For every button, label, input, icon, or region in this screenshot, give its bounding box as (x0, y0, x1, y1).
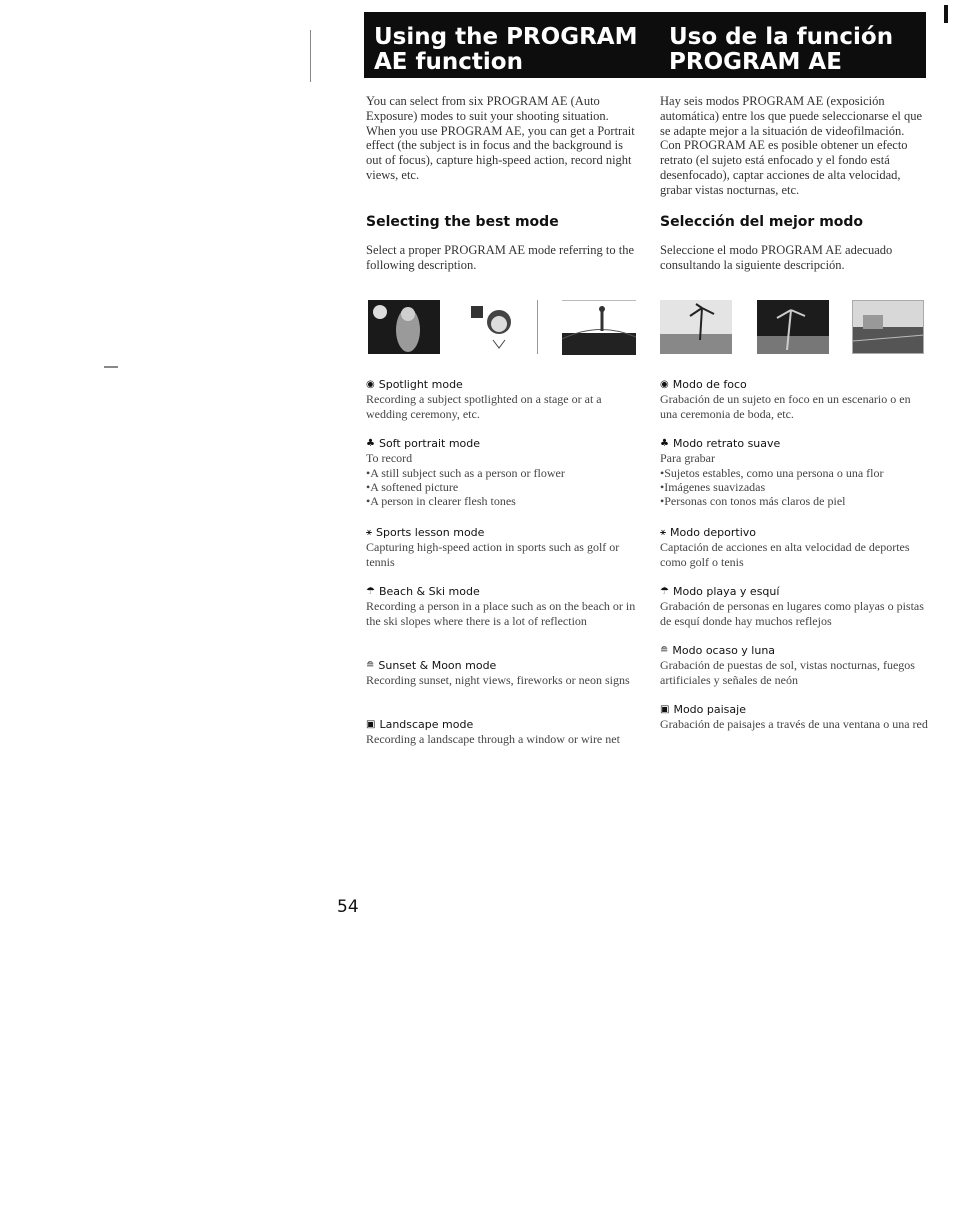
mode-title: Landscape mode (379, 718, 474, 731)
list-item: • A softened picture (366, 480, 641, 494)
mode-item-soft-portrait (660, 437, 928, 526)
intro-spanish: Hay seis modos PROGRAM AE (exposición automática) entre los que puede seleccionarse el que se adapte mejor a la situación de videofilmación. Con PROGRAM AE es posible obtener un efecto retrato (el sujeto está enfocado y el fondo está desenfocado), captar acciones de alta velocidad, grabar vistas nocturnas, etc. (660, 94, 923, 197)
mode-description: Capturing high-speed action in sports such as golf or tennis (366, 540, 620, 569)
mode-description: Recording a subject spotlighted on a stage or at a wedding ceremony, etc. (366, 392, 602, 421)
sports-icon: ⚹ (660, 527, 666, 538)
mode-description: Grabación de puestas de sol, vistas nocturnas, fuegos artificiales y señales de neón (660, 658, 915, 687)
mode-bullets (366, 466, 641, 509)
mode-item-sunset-moon (660, 644, 928, 703)
mode-title: Modo deportivo (670, 526, 757, 539)
mode-title: Modo ocaso y luna (672, 644, 776, 657)
beach-ski-photo (660, 300, 732, 354)
mode-item-beach-ski (366, 585, 641, 659)
mode-item-landscape (660, 703, 928, 732)
mode-title: Modo playa y esquí (672, 585, 780, 598)
landscape-icon: ▣ (660, 704, 670, 715)
mode-item-beach-ski (660, 585, 928, 644)
mode-item-sports (366, 526, 641, 585)
mode-item-spotlight (366, 378, 641, 437)
mode-title: Modo paisaje (673, 703, 746, 716)
section-desc-english: Select a proper PROGRAM AE mode referring to the following description. (366, 243, 634, 272)
mode-description: Para grabar (660, 451, 715, 465)
intro-english: You can select from six PROGRAM AE (Auto Exposure) modes to suit your shooting situation. When you use PROGRAM AE, you can get a Portrait effect (the subject is in focus and the background is out of focus), capture high-speed action, record night views, etc. (366, 94, 635, 182)
soft-portrait-icon: ♣ (366, 438, 375, 449)
modes-spanish (660, 378, 928, 732)
mode-description: Recording a landscape through a window or wire net (366, 732, 620, 746)
soft-portrait-photo-art (465, 300, 537, 354)
sports-photo (562, 300, 636, 355)
mode-title: Soft portrait mode (378, 437, 481, 450)
mode-description: Grabación de personas en lugares como playas o pistas de esquí donde hay muchos reflejos (660, 599, 924, 628)
mode-title: Modo retrato suave (672, 437, 781, 450)
beach-ski-icon: ☂ (660, 586, 669, 597)
mode-description: Grabación de un sujeto en foco en un escenario o en una ceremonia de boda, etc. (660, 392, 911, 421)
mode-description: Recording a person in a place such as on the beach or in the ski slopes where there is a lot of reflection (366, 599, 636, 628)
list-item: • Personas con tonos más claros de piel (660, 494, 928, 508)
beach-ski-icon: ☂ (366, 586, 375, 597)
intro-spanish-block (660, 94, 928, 198)
mode-item-landscape (366, 718, 641, 747)
mode-description: Grabación de paisajes a través de una ventana o una red (660, 717, 928, 731)
mode-title: Beach & Ski mode (378, 585, 480, 598)
spotlight-photo-art (368, 300, 440, 354)
list-item: • Imágenes suavizadas (660, 480, 928, 494)
title-banner (364, 12, 926, 78)
mode-title: Modo de foco (672, 378, 747, 391)
sunset-moon-photo (757, 300, 829, 354)
mode-title: Sports lesson mode (376, 526, 485, 539)
section-title-spanish: Selección del mejor modo (660, 214, 864, 230)
intro-english-block (366, 94, 641, 183)
list-item: • Sujetos estables, como una persona o una flor (660, 466, 928, 480)
sports-icon: ⚹ (366, 527, 372, 538)
scan-mark (104, 366, 118, 368)
sports-photo-art (562, 301, 636, 355)
sunset-moon-icon: ≘ (366, 660, 375, 671)
sunset-moon-photo-art (757, 300, 829, 354)
landscape-icon: ▣ (366, 719, 376, 730)
mode-description: Recording sunset, night views, fireworks or neon signs (366, 673, 630, 687)
spotlight-icon: ◉ (660, 379, 669, 390)
spotlight-icon: ◉ (366, 379, 375, 390)
mode-item-sports (660, 526, 928, 585)
section-english (366, 214, 641, 273)
mode-title: Spotlight mode (378, 378, 463, 391)
scan-mark (310, 30, 311, 82)
mode-item-spotlight (660, 378, 928, 437)
landscape-photo-art (853, 301, 924, 354)
page-number: 54 (337, 897, 359, 917)
section-spanish (660, 214, 928, 273)
sunset-moon-icon: ≘ (660, 645, 669, 656)
section-desc-spanish: Seleccione el modo PROGRAM AE adecuado consultando la siguiente descripción. (660, 243, 893, 272)
section-title-english: Selecting the best mode (366, 214, 559, 230)
spotlight-photo (368, 300, 440, 354)
mode-title: Sunset & Moon mode (378, 659, 497, 672)
mode-item-sunset-moon (366, 659, 641, 718)
mode-bullets (660, 466, 928, 509)
page-edge-marker (944, 5, 948, 23)
title-english: Using the PROGRAM AE function (374, 24, 638, 75)
soft-portrait-icon: ♣ (660, 438, 669, 449)
mode-description: Captación de acciones en alta velocidad de deportes como golf o tenis (660, 540, 910, 569)
soft-portrait-photo (465, 300, 538, 354)
title-spanish: Uso de la función PROGRAM AE (669, 24, 894, 75)
mode-item-soft-portrait (366, 437, 641, 526)
list-item: • A person in clearer flesh tones (366, 494, 641, 508)
mode-description: To record (366, 451, 413, 465)
list-item: • A still subject such as a person or flower (366, 466, 641, 480)
beach-ski-photo-art (660, 300, 732, 354)
modes-english (366, 378, 641, 747)
landscape-photo (852, 300, 924, 354)
